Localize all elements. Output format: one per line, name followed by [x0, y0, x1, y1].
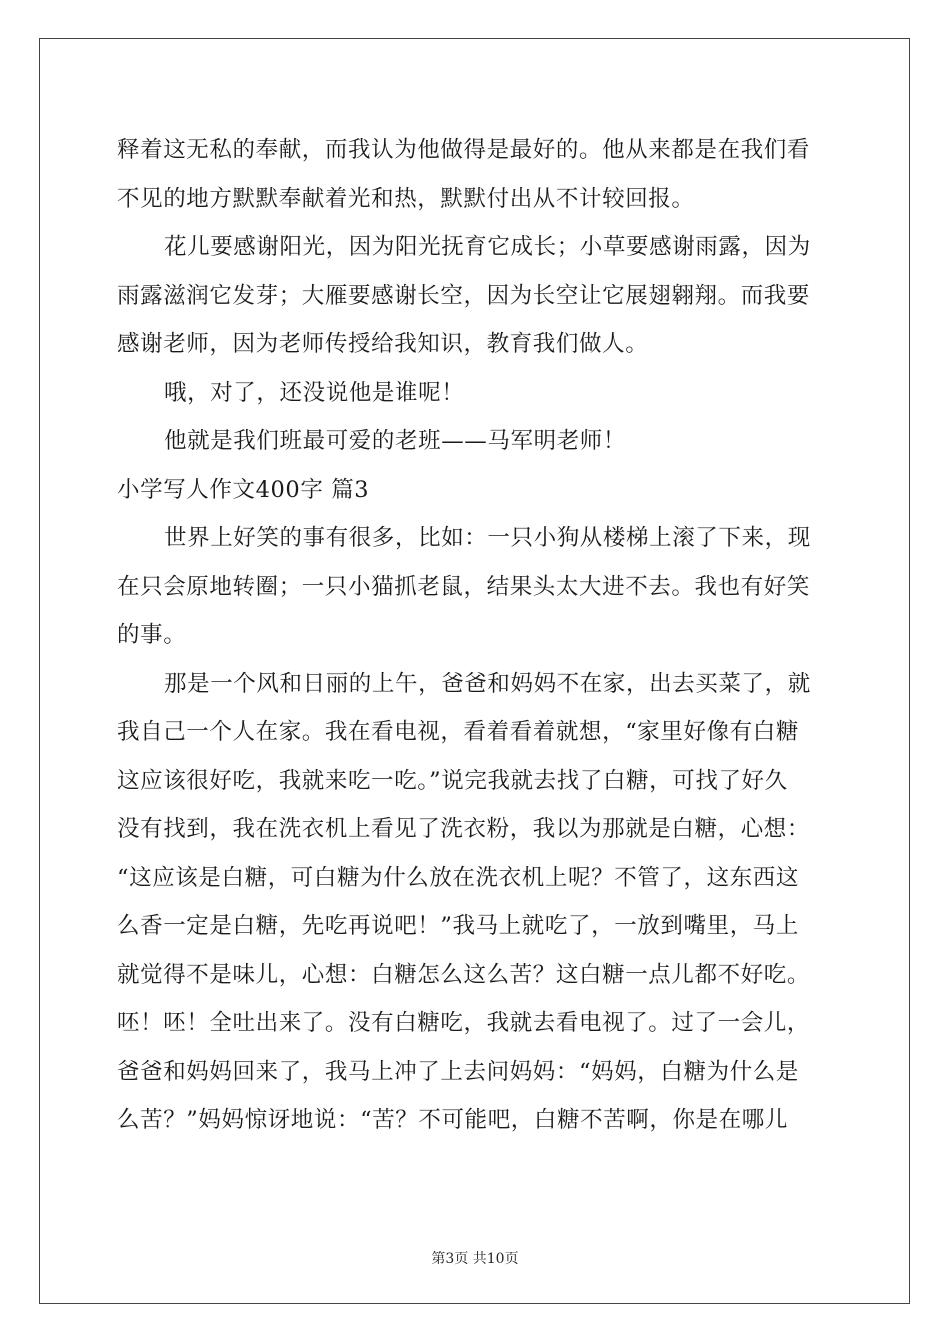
text-line: 那是一个风和日丽的上午，爸爸和妈妈不在家，出去买菜了，就 — [164, 670, 811, 697]
text-line: 这应该很好吃，我就来吃一吃。”说完我就去找了白糖，可找了好久 — [117, 767, 788, 794]
text-line: 么苦？”妈妈惊讶地说：“苦？不可能吧，白糖不苦啊，你是在哪儿 — [117, 1107, 789, 1133]
text-line: 么香一定是白糖，先吃再说吧！”我马上就吃了，一放到嘴里，马上 — [117, 913, 800, 939]
text-line: 没有找到，我在洗衣机上看见了洗衣粉，我以为那就是白糖，心想： — [117, 816, 811, 842]
text-line: 就觉得不是味儿，心想：白糖怎么这么苦？这白糖一点儿都不好吃。 — [117, 961, 811, 988]
page-number-footer: 第3页 共10页 — [431, 1251, 519, 1267]
document-body — [117, 126, 833, 1145]
text-line: 爸爸和妈妈回来了，我马上冲了上去问妈妈：“妈妈，白糖为什么是 — [117, 1058, 800, 1085]
text-line: 哦，对了，还没说他是谁呢！ — [164, 379, 465, 406]
text-line: 在只会原地转圈；一只小猫抓老鼠，结果头太大进不去。我也有好笑 — [117, 573, 811, 600]
text-line: 花儿要感谢阳光，因为阳光抚育它成长；小草要感谢雨露，因为 — [164, 234, 811, 260]
text-line: 的事。 — [117, 622, 187, 648]
text-line: 他就是我们班最可爱的老班——马军明老师！ — [164, 428, 627, 454]
text-line: 小学写人作文400字 篇3 — [117, 476, 370, 503]
text-line: 世界上好笑的事有很多，比如：一只小狗从楼梯上滚了下来，现 — [164, 525, 811, 551]
text-line: 感谢老师，因为老师传授给我知识，教育我们做人。 — [117, 331, 649, 357]
text-line: 雨露滋润它发芽；大雁要感谢长空，因为长空让它展翅翱翔。而我要 — [117, 282, 811, 309]
text-line: 不见的地方默默奉献着光和热，默默付出从不计较回报。 — [117, 185, 695, 212]
text-line: “这应该是白糖，可白糖为什么放在洗衣机上呢？不管了，这东西这 — [117, 864, 800, 891]
text-line: 释着这无私的奉献，而我认为他做得是最好的。他从来都是在我们看 — [117, 137, 811, 163]
text-line: 呸！呸！全吐出来了。没有白糖吃，我就去看电视了。过了一会儿， — [117, 1010, 811, 1036]
text-line: 我自己一个人在家。我在看电视，看着看着就想，“家里好像有白糖 — [117, 719, 800, 745]
